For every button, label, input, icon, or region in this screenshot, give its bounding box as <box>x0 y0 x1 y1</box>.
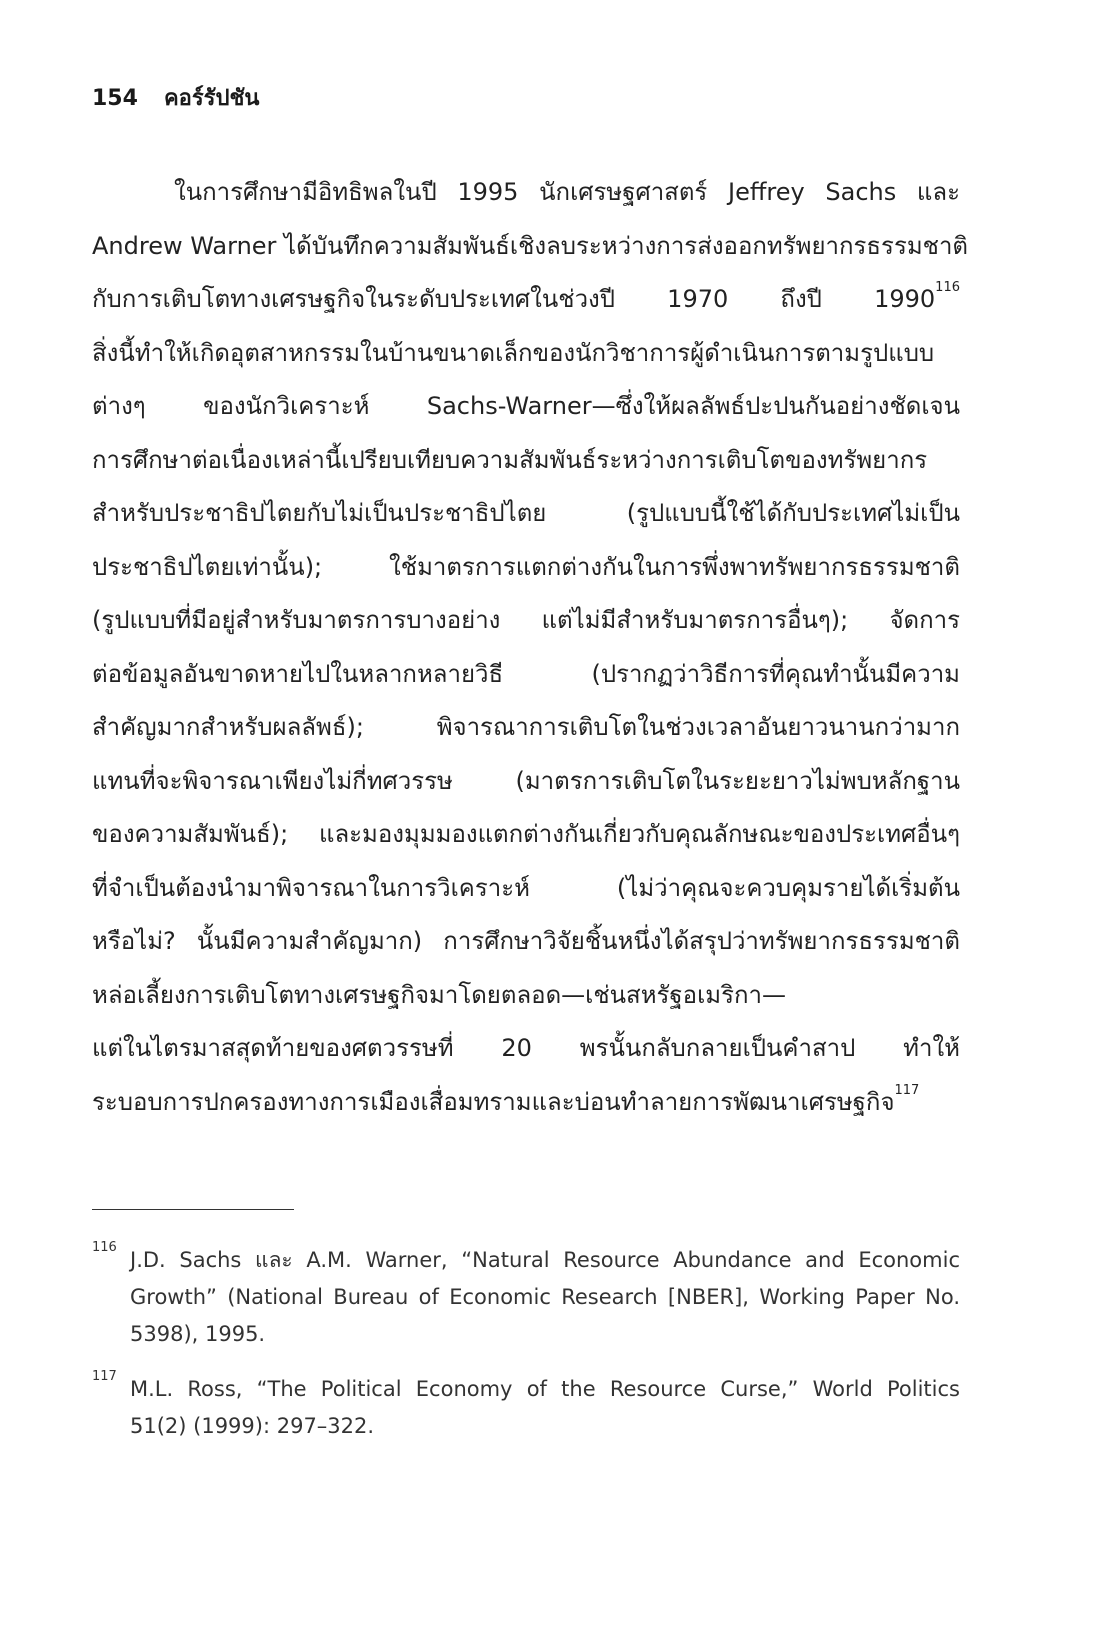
paragraph-line: ต่อข้อมูลอันขาดหายไปในหลากหลายวิธี (ปรากฏว่าวิธีการที่คุณทำนั้นมีความ <box>92 659 960 688</box>
footnote-117 <box>92 1371 960 1445</box>
footnote-line: J.D. Sachs และ A.M. Warner, “Natural Resource Abundance and Economic <box>130 1248 960 1272</box>
footnote-number: 117 <box>92 1369 117 1384</box>
paragraph-line: แทนที่จะพิจารณาเพียงไม่กี่ทศวรรษ (มาตรการเติบโตในระยะยาวไม่พบหลักฐาน <box>92 766 960 795</box>
body-paragraph <box>92 166 969 1129</box>
paragraph-line-text: กับการเติบโตทางเศรษฐกิจในระดับประเทศในช่วงปี 1970 ถึงปี 1990 <box>92 285 936 313</box>
footnote-line: Growth” (National Bureau of Economic Research [NBER], Working Paper No. <box>130 1285 960 1309</box>
footnote-reference-116[interactable]: 116 <box>935 280 960 295</box>
footnote-reference-117[interactable]: 117 <box>894 1082 920 1098</box>
paragraph-line: การศึกษาต่อเนื่องเหล่านี้เปรียบเทียบความสัมพันธ์ระหว่างการเติบโตของทรัพยากร <box>92 445 928 474</box>
footnote-line: 5398), 1995. <box>130 1322 266 1346</box>
paragraph-line-text: ระบอบการปกครองทางการเมืองเสื่อมทรามและบ่อนทำลายการพัฒนาเศรษฐกิจ <box>92 1087 895 1116</box>
paragraph-line: สำคัญมากสำหรับผลลัพธ์); พิจารณาการเติบโตในช่วงเวลาอันยาวนานกว่ามาก <box>92 713 960 741</box>
footnote-number: 116 <box>92 1240 117 1255</box>
paragraph-line: ของความสัมพันธ์); และมองมุมมองแตกต่างกันเกี่ยวกับคุณลักษณะของประเทศอื่นๆ <box>92 820 960 848</box>
paragraph-line: หรือไม่? นั้นมีความสำคัญมาก) การศึกษาวิจัยชิ้นหนึ่งได้สรุปว่าทรัพยากรธรรมชาติ <box>92 927 960 955</box>
paragraph-line: ที่จำเป็นต้องนำมาพิจารณาในการวิเคราะห์ (ไม่ว่าคุณจะควบคุมรายได้เริ่มต้น <box>92 873 960 902</box>
paragraph-line: (รูปแบบที่มีอยู่สำหรับมาตรการบางอย่าง แต่ไม่มีสำหรับมาตรการอื่นๆ); จัดการ <box>92 606 960 634</box>
paragraph-line <box>92 273 960 327</box>
footnote-line: M.L. Ross, “The Political Economy of the Resource Curse,” World Politics <box>130 1377 960 1401</box>
page-number: 154 <box>92 86 138 111</box>
footnote-line: 51(2) (1999): 297–322. <box>130 1414 375 1438</box>
paragraph-line: Andrew Warner ได้บันทึกความสัมพันธ์เชิงลบระหว่างการส่งออกทรัพยากรธรรมชาติ <box>92 231 969 260</box>
paragraph-line: ในการศึกษามีอิทธิพลในปี 1995 นักเศรษฐศาสตร์ Jeffrey Sachs และ <box>174 178 960 206</box>
footnote-divider <box>92 1209 294 1210</box>
running-header <box>92 80 259 115</box>
paragraph-line: สิ่งนี้ทำให้เกิดอุตสาหกรรมในบ้านขนาดเล็กของนักวิชาการผู้ดำเนินการตามรูปแบบ <box>92 338 935 367</box>
paragraph-line <box>92 1076 960 1130</box>
paragraph-line: หล่อเลี้ยงการเติบโตทางเศรษฐกิจมาโดยตลอด—เช่นสหรัฐอเมริกา— <box>92 980 786 1009</box>
footnote-116 <box>92 1242 960 1353</box>
book-title: คอร์รัปชัน <box>163 86 260 111</box>
paragraph-line: ต่างๆ ของนักวิเคราะห์ Sachs-Warner—ซึ่งให้ผลลัพธ์ปะปนกันอย่างชัดเจน <box>92 392 960 420</box>
paragraph-line: แต่ในไตรมาสสุดท้ายของศตวรรษที่ 20 พรนั้นกลับกลายเป็นคำสาป ทำให้ <box>92 1034 960 1062</box>
paragraph-line: สำหรับประชาธิปไตยกับไม่เป็นประชาธิปไตย (รูปแบบนี้ใช้ได้กับประเทศไม่เป็น <box>92 499 960 527</box>
paragraph-line: ประชาธิปไตยเท่านั้น); ใช้มาตรการแตกต่างกันในการพึ่งพาทรัพยากรธรรมชาติ <box>92 552 960 581</box>
footnotes <box>92 1242 960 1463</box>
